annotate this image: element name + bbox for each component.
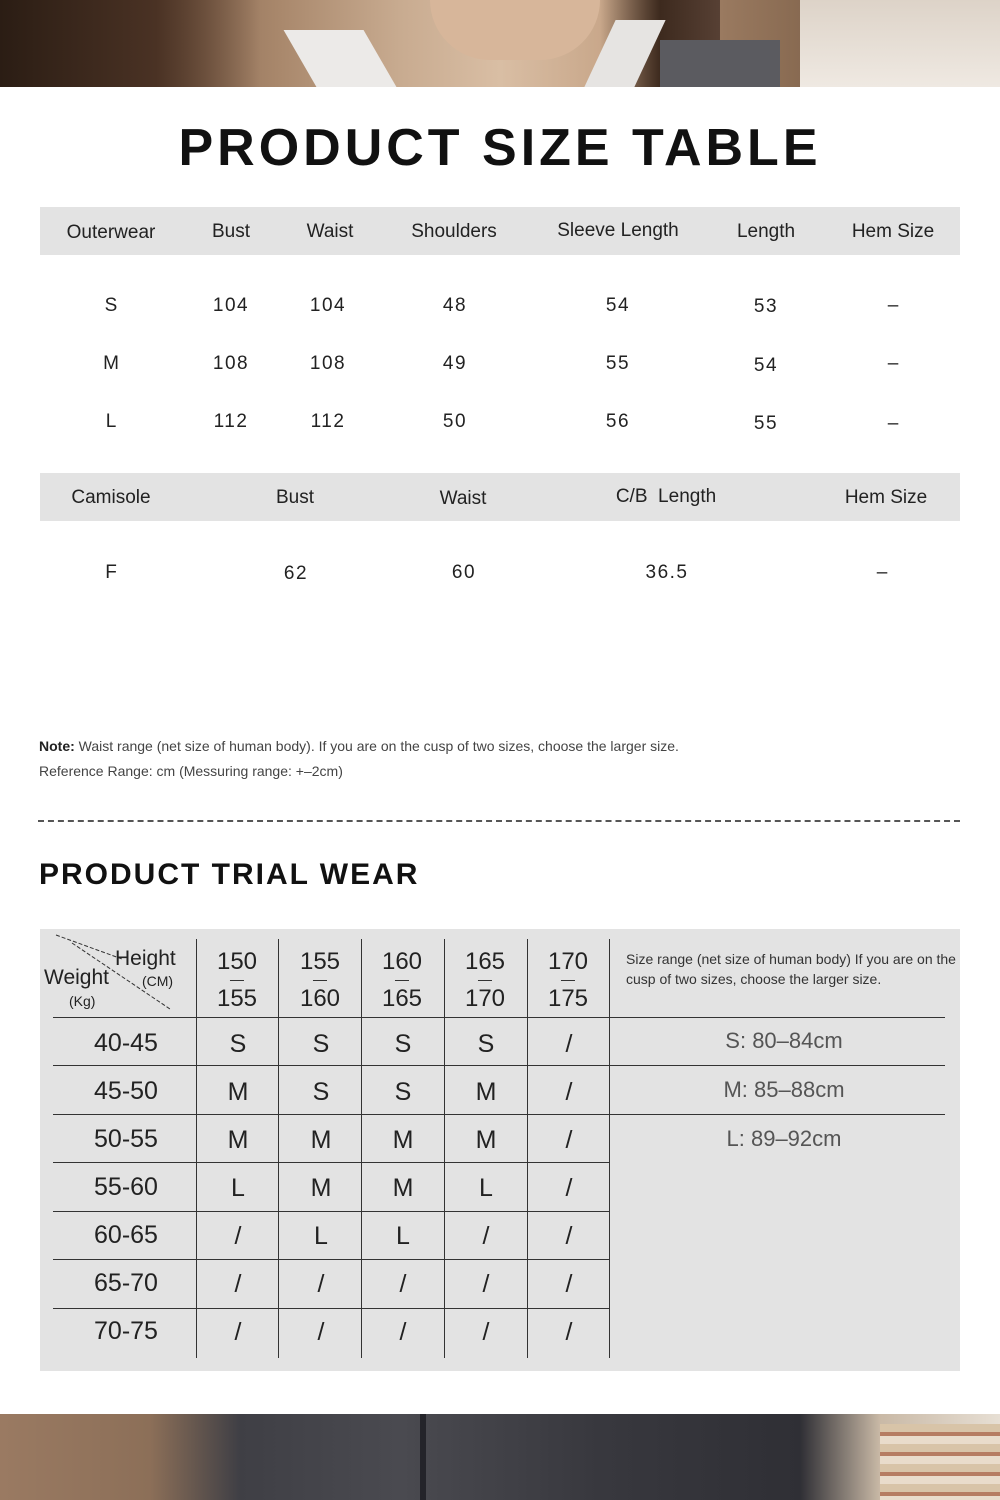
height-range-150-155: 150 155 — [216, 948, 258, 1012]
cell-value: 56 — [605, 411, 631, 432]
cell-value: 60 — [451, 562, 477, 583]
height-range-155-160: 155 160 — [299, 948, 341, 1012]
size-cell: M — [310, 1174, 332, 1202]
waist-range-s: S: 80–84cm — [725, 1028, 843, 1053]
header-bust: Bust — [275, 487, 315, 508]
dashed-divider — [38, 820, 960, 822]
cell-value: 36.5 — [645, 562, 689, 583]
size-cell: / — [565, 1222, 573, 1250]
height-range-170-175: 170 175 — [547, 948, 589, 1012]
size-cell: M — [392, 1126, 414, 1154]
size-cell: / — [565, 1078, 573, 1106]
cell-value: 108 — [309, 353, 347, 374]
size-cell: / — [482, 1222, 490, 1250]
size-cell: M — [310, 1126, 332, 1154]
size-cell: S — [477, 1030, 495, 1058]
bottom-photo — [0, 1414, 1000, 1500]
size-cell: M — [227, 1078, 249, 1106]
size-cell: / — [482, 1318, 490, 1346]
row-size-label: M — [103, 353, 119, 374]
size-cell: / — [234, 1222, 242, 1250]
size-cell: / — [565, 1174, 573, 1202]
size-cell: M — [475, 1078, 497, 1106]
size-cell: / — [317, 1270, 325, 1298]
table-header — [40, 207, 960, 255]
header-hem-size: Hem Size — [844, 487, 928, 508]
cell-value: 104 — [309, 295, 347, 316]
size-cell: M — [475, 1126, 497, 1154]
header-outerwear: Outerwear — [66, 222, 156, 243]
size-cell: M — [392, 1174, 414, 1202]
corner-weight-label: Weight — [44, 966, 109, 989]
size-cell: / — [234, 1318, 242, 1346]
reference-range: Reference Range: cm (Messuring range: +–2cm) — [39, 763, 343, 779]
header-camisole: Camisole — [71, 487, 151, 508]
size-cell: L — [231, 1174, 245, 1202]
corner-kg-label: (Kg) — [69, 993, 96, 1009]
size-cell: / — [565, 1318, 573, 1346]
cell-value: 54 — [605, 295, 631, 316]
cell-value: 108 — [212, 353, 250, 374]
weight-label: 55-60 — [94, 1173, 158, 1201]
cell-value: – — [887, 295, 899, 316]
cell-value: – — [887, 413, 899, 434]
header-sleeve-length: Sleeve Length — [557, 220, 679, 241]
size-cell: / — [565, 1030, 573, 1058]
corner-cm-label: (CM) — [142, 973, 174, 989]
size-range-description: Size range (net size of human body) If you are on the cusp of two sizes, choose the larger size. — [626, 951, 956, 987]
size-cell: / — [234, 1270, 242, 1298]
weight-label: 45-50 — [94, 1077, 158, 1105]
weight-label: 65-70 — [94, 1269, 158, 1297]
waist-range-l: L: 89–92cm — [726, 1126, 842, 1151]
cell-value: 49 — [442, 353, 468, 374]
cell-value: 112 — [213, 411, 249, 432]
cell-value: 50 — [442, 411, 468, 432]
size-cell: L — [314, 1222, 328, 1250]
size-cell: S — [312, 1078, 330, 1106]
cell-value: – — [887, 353, 899, 374]
page-title: PRODUCT SIZE TABLE — [178, 119, 822, 177]
note-text: Waist range (net size of human body). If you are on the cusp of two sizes, choose the larger size. — [74, 738, 679, 754]
size-cell: M — [227, 1126, 249, 1154]
size-cell: L — [396, 1222, 410, 1250]
size-cell: / — [399, 1318, 407, 1346]
row-size-label: S — [104, 295, 118, 316]
trial-wear-table — [40, 929, 960, 1371]
size-cell: S — [394, 1078, 412, 1106]
cell-value: 104 — [212, 295, 250, 316]
size-cell: S — [229, 1030, 247, 1058]
note-label: Note: — [39, 738, 75, 754]
weight-label: 70-75 — [94, 1317, 158, 1345]
row-size-label: L — [105, 411, 117, 432]
note-line — [39, 738, 679, 754]
table-header — [40, 473, 960, 521]
weight-label: 60-65 — [94, 1221, 158, 1249]
size-cell: / — [565, 1126, 573, 1154]
waist-range-m: M: 85–88cm — [723, 1077, 845, 1102]
cell-value: 55 — [605, 353, 631, 374]
cell-value: 112 — [310, 411, 346, 432]
header-hem-size: Hem Size — [851, 221, 935, 242]
corner-height-label: Height — [115, 947, 176, 970]
size-cell: S — [312, 1030, 330, 1058]
cell-value: 53 — [753, 296, 779, 317]
header-length: Length — [736, 221, 796, 242]
cell-value: – — [876, 562, 888, 583]
size-cell: / — [399, 1270, 407, 1298]
weight-label: 50-55 — [94, 1125, 158, 1153]
trial-title: PRODUCT TRIAL WEAR — [39, 858, 420, 891]
header-cb-length: C/B Length — [615, 486, 717, 507]
height-range-165-170: 165 170 — [464, 948, 506, 1012]
header-bust: Bust — [211, 221, 251, 242]
cell-value: 62 — [283, 563, 309, 584]
header-shoulders: Shoulders — [411, 221, 497, 242]
cell-value: 55 — [753, 413, 779, 434]
header-waist: Waist — [306, 221, 354, 242]
header-waist: Waist — [439, 488, 487, 509]
size-cell: L — [479, 1174, 493, 1202]
size-cell: S — [394, 1030, 412, 1058]
row-size-label: F — [105, 562, 117, 583]
top-photo — [0, 0, 1000, 87]
cell-value: 54 — [753, 355, 779, 376]
size-cell: / — [317, 1318, 325, 1346]
weight-label: 40-45 — [94, 1029, 158, 1057]
height-range-160-165: 160 165 — [381, 948, 423, 1012]
cell-value: 48 — [442, 295, 468, 316]
size-cell: / — [565, 1270, 573, 1298]
size-cell: / — [482, 1270, 490, 1298]
